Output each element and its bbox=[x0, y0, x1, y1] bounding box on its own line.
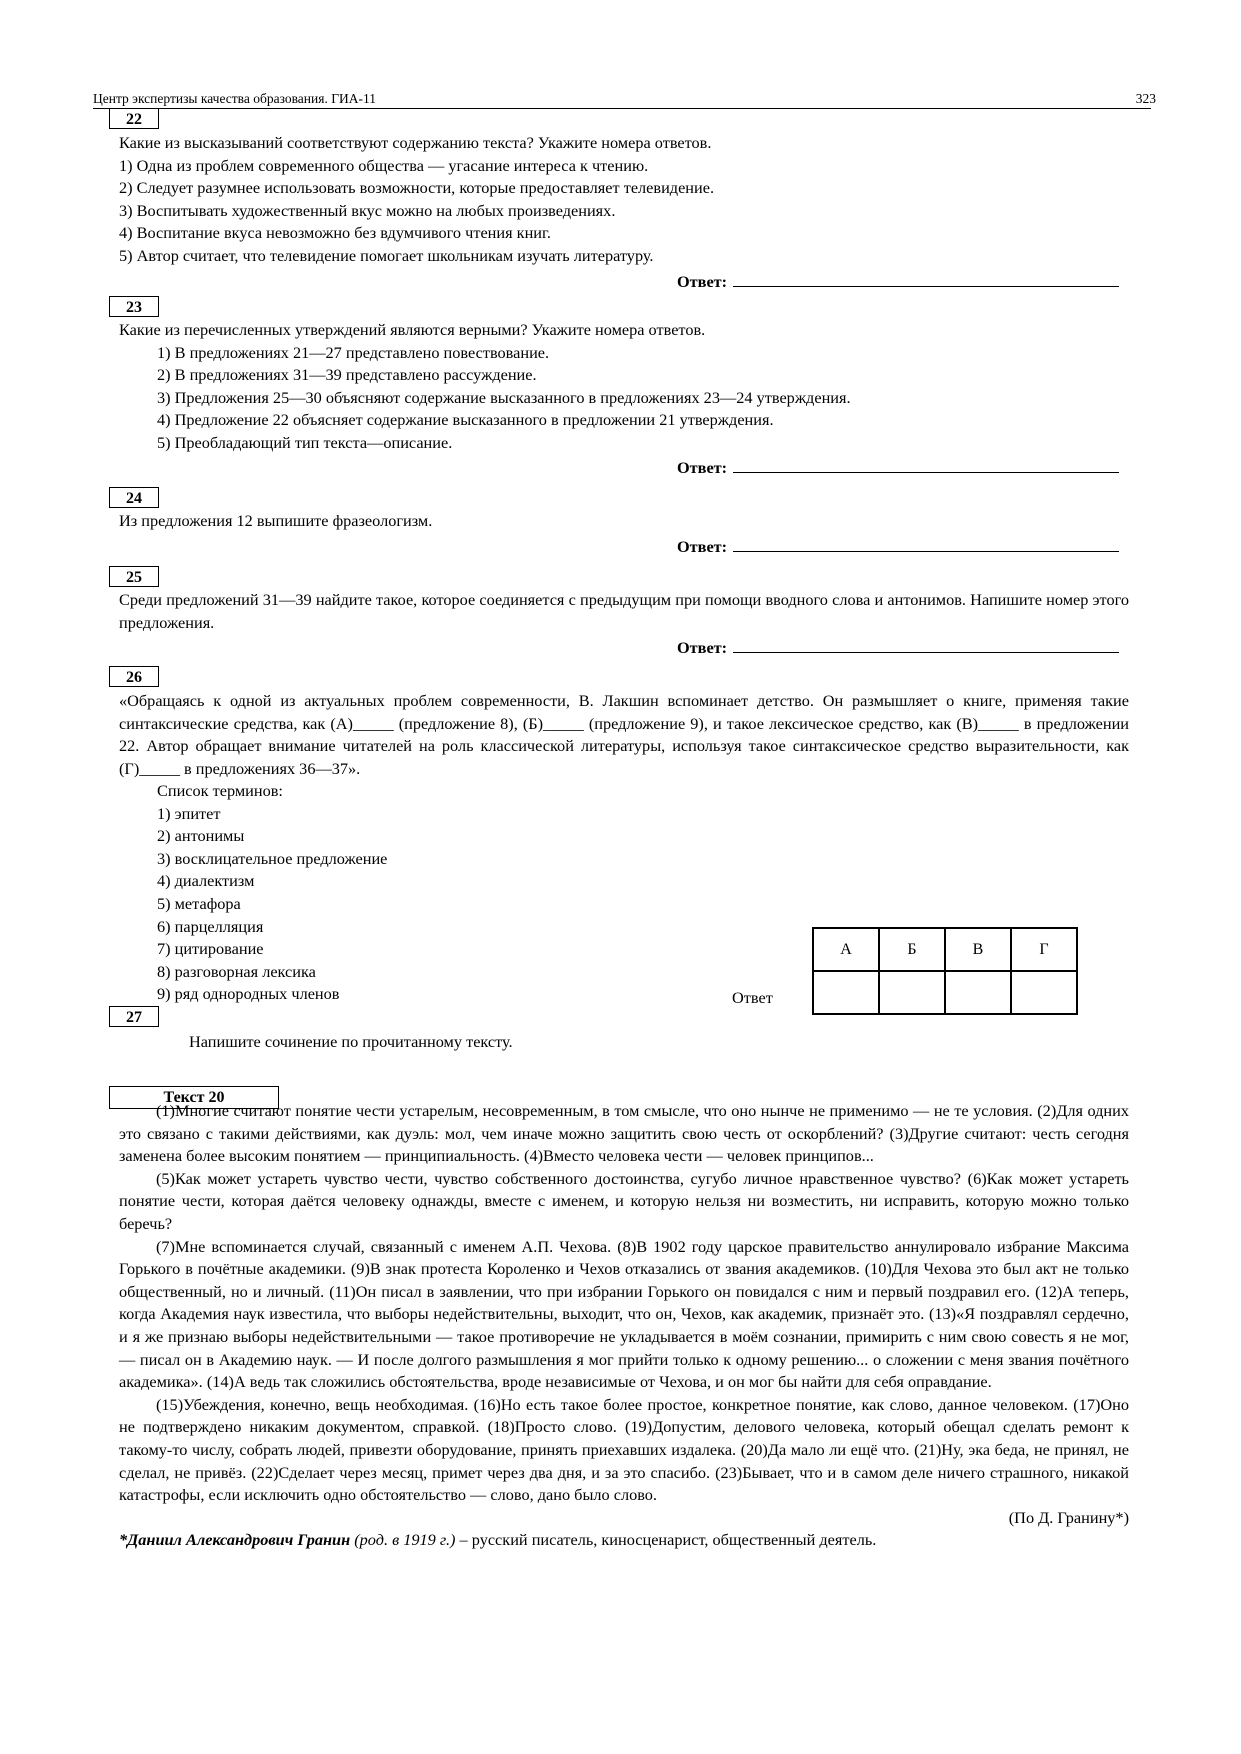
text-source: (По Д. Гранину*) bbox=[1008, 1507, 1129, 1527]
task-number-23: 23 bbox=[109, 296, 159, 317]
task-22-option-3: 3) Воспитывать художественный вкус можно на любых произведениях. bbox=[119, 200, 616, 220]
answer-grid bbox=[812, 927, 1078, 1015]
term-5: 5) метафора bbox=[157, 893, 241, 913]
task-number-25: 25 bbox=[109, 566, 159, 587]
task-24-answer bbox=[677, 535, 1119, 557]
task-23-option-4: 4) Предложение 22 объясняет содержание высказанного в предложении 21 утверждения. bbox=[157, 410, 774, 430]
task-22-option-2: 2) Следует разумнее использовать возможности, которые предоставляет телевидение. bbox=[119, 178, 715, 198]
task-24-question: Из предложения 12 выпишите фразеологизм. bbox=[119, 511, 433, 530]
task-23-option-3: 3) Предложения 25—30 объясняют содержание высказанного в предложениях 23—24 утверждения. bbox=[157, 387, 851, 407]
task-26-question: «Обращаясь к одной из актуальных проблем современности, В. Лакшин вспоминает детство. Он размышляет о книге, применяя такие синтаксические средства, как (А)_____ (предложение 8), (Б)_____ (предложение 9), и такое лексическое средство, как (В)_____ в предложении 22. Автор обращает внимание читателей на роль классической литературы, используя такое синтаксическое средство выразительности, как (Г)_____ в предложениях 36—37». bbox=[119, 691, 1129, 778]
answer-line[interactable] bbox=[733, 636, 1119, 653]
task-22-answer bbox=[677, 270, 1119, 292]
footnote-author-name: *Даниил Александрович Гранин bbox=[119, 1530, 351, 1550]
text-paragraph-1: (1)Многие считают понятие чести устарелым, несовременным, в том смысле, что оно нынче не применимо — не те условия. (2)Для одних это связано с такими действиями, как дуэль: мол, чем иначе можно защитить свою честь от оскорблений? (3)Другие считают: честь сегодня заменена более высоким понятием — принципиальность. (4)Вместо человека чести — человек принципов... bbox=[119, 1101, 1129, 1166]
task-number-27: 27 bbox=[109, 1006, 159, 1027]
task-23-answer bbox=[677, 456, 1119, 478]
author-footnote bbox=[119, 1529, 1129, 1552]
text-body bbox=[119, 1100, 1129, 1552]
grid-cell-v[interactable] bbox=[945, 971, 1011, 1014]
grid-cell-a[interactable] bbox=[813, 971, 879, 1014]
answer-label: Ответ: bbox=[677, 458, 728, 477]
task-22-option-4: 4) Воспитание вкуса невозможно без вдумчивого чтения книг. bbox=[119, 223, 551, 243]
task-22-option-5: 5) Автор считает, что телевидение помогает школьникам изучать литературу. bbox=[119, 245, 654, 265]
answer-line[interactable] bbox=[733, 535, 1119, 552]
term-1: 1) эпитет bbox=[157, 803, 221, 823]
text-paragraph-3: (7)Мне вспоминается случай, связанный с именем А.П. Чехова. (8)В 1902 году царское правительство аннулировало избрание Максима Горького в почётные академики. (9)В знак протеста Короленко и Чехов отказались от звания академиков. (10)Для Чехова это был акт не только общественный, но и личный. (11)Он писал в заявлении, что при избрании Горького он повидался с ним и первый поздравил его. (12)А теперь, когда Академия наук известила, что выборы недействительны, выходит, что он, Чехов, как академик, признаёт это. (13)«Я поздравлял сердечно, и я же признаю выборы недействительными — такое противоречие не укладывается в моём сознании, примирить с ним свою совесть я не мог, — писал он в Академию наук. — И после долгого размышления я мог прийти только к одному решению... о сложении с меня звания почётного академика». (14)А ведь так сложились обстоятельства, вроде независимые от Чехова, и он мог бы найти для себя оправдание. bbox=[119, 1236, 1129, 1392]
term-2: 2) антонимы bbox=[157, 826, 245, 846]
text-paragraph-4: (15)Убеждения, конечно, вещь необходимая. (16)Но есть такое более простое, конкретное понятие, как слово, данное человеком. (17)Оно не подтверждено никаким документом, справкой. (18)Просто слово. (19)Допустим, делового человека, который обещал сделать ремонт к такому-то числу, собрать людей, привезти оборудование, принять приехавших издалека. (20)Да мало ли ещё что. (21)Ну, эка беда, не принял, не сделал, не привёз. (22)Сделает через месяц, примет через два дня, и за это спасибо. (23)Бывает, что и в самом деле ничего страшного, никакой катастрофы, если исключить одно обстоятельство — слово, дано было слово. bbox=[119, 1394, 1129, 1505]
task-23-option-2: 2) В предложениях 31—39 представлено рассуждение. bbox=[157, 365, 537, 385]
task-25-question: Среди предложений 31—39 найдите такое, которое соединяется с предыдущим при помощи вводного слова и антонимов. Напишите номер этого предложения. bbox=[119, 590, 1129, 632]
term-7: 7) цитирование bbox=[157, 939, 264, 959]
footnote-author-years: (род. в 1919 г.) bbox=[354, 1530, 456, 1550]
task-number-22: 22 bbox=[109, 108, 159, 129]
grid-header-g: Г bbox=[1011, 928, 1077, 971]
term-9: 9) ряд однородных членов bbox=[157, 984, 340, 1004]
page-header bbox=[93, 91, 1151, 109]
term-4: 4) диалектизм bbox=[157, 871, 255, 891]
header-title: Центр экспертизы качества образования. ГИА-11 bbox=[93, 91, 376, 106]
page-number: 323 bbox=[1135, 91, 1156, 106]
answer-grid-label: Ответ bbox=[732, 988, 773, 1007]
task-22-option-1: 1) Одна из проблем современного общества — угасание интереса к чтению. bbox=[119, 155, 649, 175]
text-paragraph-2: (5)Как может устареть чувство чести, чувство собственного достоинства, сугубо личное нравственное чувство? (6)Как может устареть понятие чести, которая даётся человеку однажды, вместе с именем, и которую нельзя ни возместить, ни исправить, которую можно только беречь? bbox=[119, 1168, 1129, 1233]
terms-title: Список терминов: bbox=[157, 781, 283, 800]
task-23-question: Какие из перечисленных утверждений являются верными? Укажите номера ответов. bbox=[119, 320, 706, 339]
term-6: 6) парцелляция bbox=[157, 916, 264, 936]
task-27-instruction: Напишите сочинение по прочитанному тексту. bbox=[189, 1032, 513, 1051]
answer-label: Ответ: bbox=[677, 272, 728, 291]
term-8: 8) разговорная лексика bbox=[157, 961, 316, 981]
task-22-body bbox=[119, 132, 1119, 268]
grid-cell-g[interactable] bbox=[1011, 971, 1077, 1014]
task-23-option-1: 1) В предложениях 21—27 представлено повествование. bbox=[157, 342, 550, 362]
answer-line[interactable] bbox=[733, 270, 1119, 287]
task-22-question: Какие из высказываний соответствуют содержанию текста? Укажите номера ответов. bbox=[119, 133, 712, 152]
grid-cell-b[interactable] bbox=[879, 971, 945, 1014]
answer-line[interactable] bbox=[733, 456, 1119, 473]
answer-label: Ответ: bbox=[677, 537, 728, 556]
grid-header-b: Б bbox=[879, 928, 945, 971]
text-title: Текст 20 bbox=[109, 1086, 279, 1109]
grid-header-a: А bbox=[813, 928, 879, 971]
task-number-26: 26 bbox=[109, 666, 159, 687]
task-number-24: 24 bbox=[109, 487, 159, 508]
task-23-option-5: 5) Преобладающий тип текста—описание. bbox=[157, 432, 453, 452]
terms-list bbox=[157, 780, 657, 1006]
task-23-body bbox=[119, 319, 1119, 455]
answer-label: Ответ: bbox=[677, 638, 728, 657]
task-25-answer bbox=[677, 636, 1119, 658]
term-3: 3) восклицательное предложение bbox=[157, 848, 388, 868]
grid-header-v: В bbox=[945, 928, 1011, 971]
footnote-author-description: – русский писатель, киносценарист, общественный деятель. bbox=[455, 1530, 877, 1550]
